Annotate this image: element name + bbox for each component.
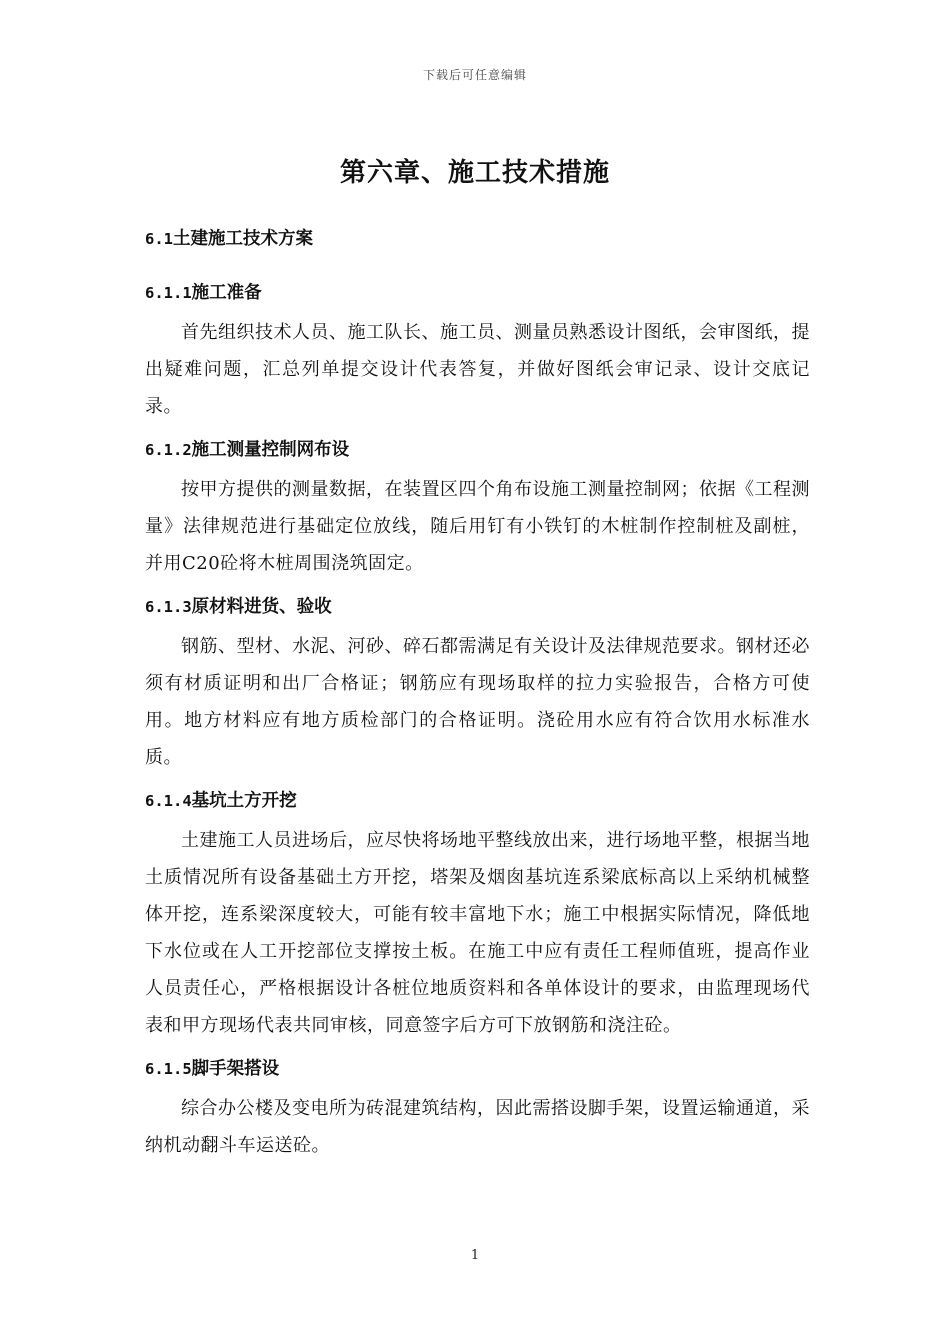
paragraph-survey-network: 按甲方提供的测量数据，在装置区四个角布设施工测量控制网；依据《工程测量》法律规范进行基础定位放线，随后用钉有小铁钉的木桩制作控制桩及副桩，并用C20砼将木桩周围浇筑固定。	[145, 479, 810, 574]
subsection-number: 6.1.2	[145, 441, 192, 459]
chapter-title: 第六章、施工技术措施	[339, 158, 610, 188]
subsection-heading-materials	[145, 594, 810, 620]
subsection-number: 6.1.1	[145, 284, 192, 302]
page-number: 1	[470, 1248, 480, 1263]
subsection-title: 基坑土方开挖	[191, 791, 297, 811]
subsection-title: 原材料进货、验收	[191, 597, 332, 617]
subsection-number: 6.1.5	[145, 1060, 192, 1078]
subsection-title: 施工准备	[191, 283, 262, 303]
subsection-heading-excavation	[145, 788, 810, 814]
section-heading	[145, 226, 810, 252]
section-number: 6.1	[145, 230, 173, 248]
subsection-heading-prep	[145, 280, 810, 306]
subsection-number: 6.1.4	[145, 792, 192, 810]
document-body	[145, 226, 810, 1176]
paragraph-scaffolding: 综合办公楼及变电所为砖混建筑结构，因此需搭设脚手架，设置运输通道，采纳机动翻斗车运送砼。	[145, 1098, 810, 1156]
subsection-number: 6.1.3	[145, 598, 192, 616]
page-header-note: 下载后可任意编辑	[422, 68, 527, 82]
section-title: 土建施工技术方案	[173, 229, 313, 249]
subsection-heading-scaffolding	[145, 1056, 810, 1082]
subsection-title: 施工测量控制网布设	[191, 440, 350, 460]
paragraph-prep: 首先组织技术人员、施工队长、施工员、测量员熟悉设计图纸，会审图纸，提出疑难问题，汇总列单提交设计代表答复，并做好图纸会审记录、设计交底记录。	[145, 322, 810, 417]
paragraph-excavation: 土建施工人员进场后，应尽快将场地平整线放出来，进行场地平整，根据当地土质情况所有设备基础土方开挖，塔架及烟囱基坑连系梁底标高以上采纳机械整体开挖，连系梁深度较大，可能有较丰富地下水；施工中根据实际情况，降低地下水位或在人工开挖部位支撑按土板。在施工中应有责任工程师值班，提高作业人员责任心，严格根据设计各桩位地质资料和各单体设计的要求，由监理现场代表和甲方现场代表共同审核，同意签字后方可下放钢筋和浇注砼。	[145, 830, 810, 1036]
subsection-heading-survey-network	[145, 437, 810, 463]
paragraph-materials: 钢筋、型材、水泥、河砂、碎石都需满足有关设计及法律规范要求。钢材还必须有材质证明和出厂合格证；钢筋应有现场取样的拉力实验报告，合格方可使用。地方材料应有地方质检部门的合格证明。浇砼用水应有符合饮用水标准水质。	[145, 636, 810, 768]
subsection-title: 脚手架搭设	[191, 1059, 280, 1079]
